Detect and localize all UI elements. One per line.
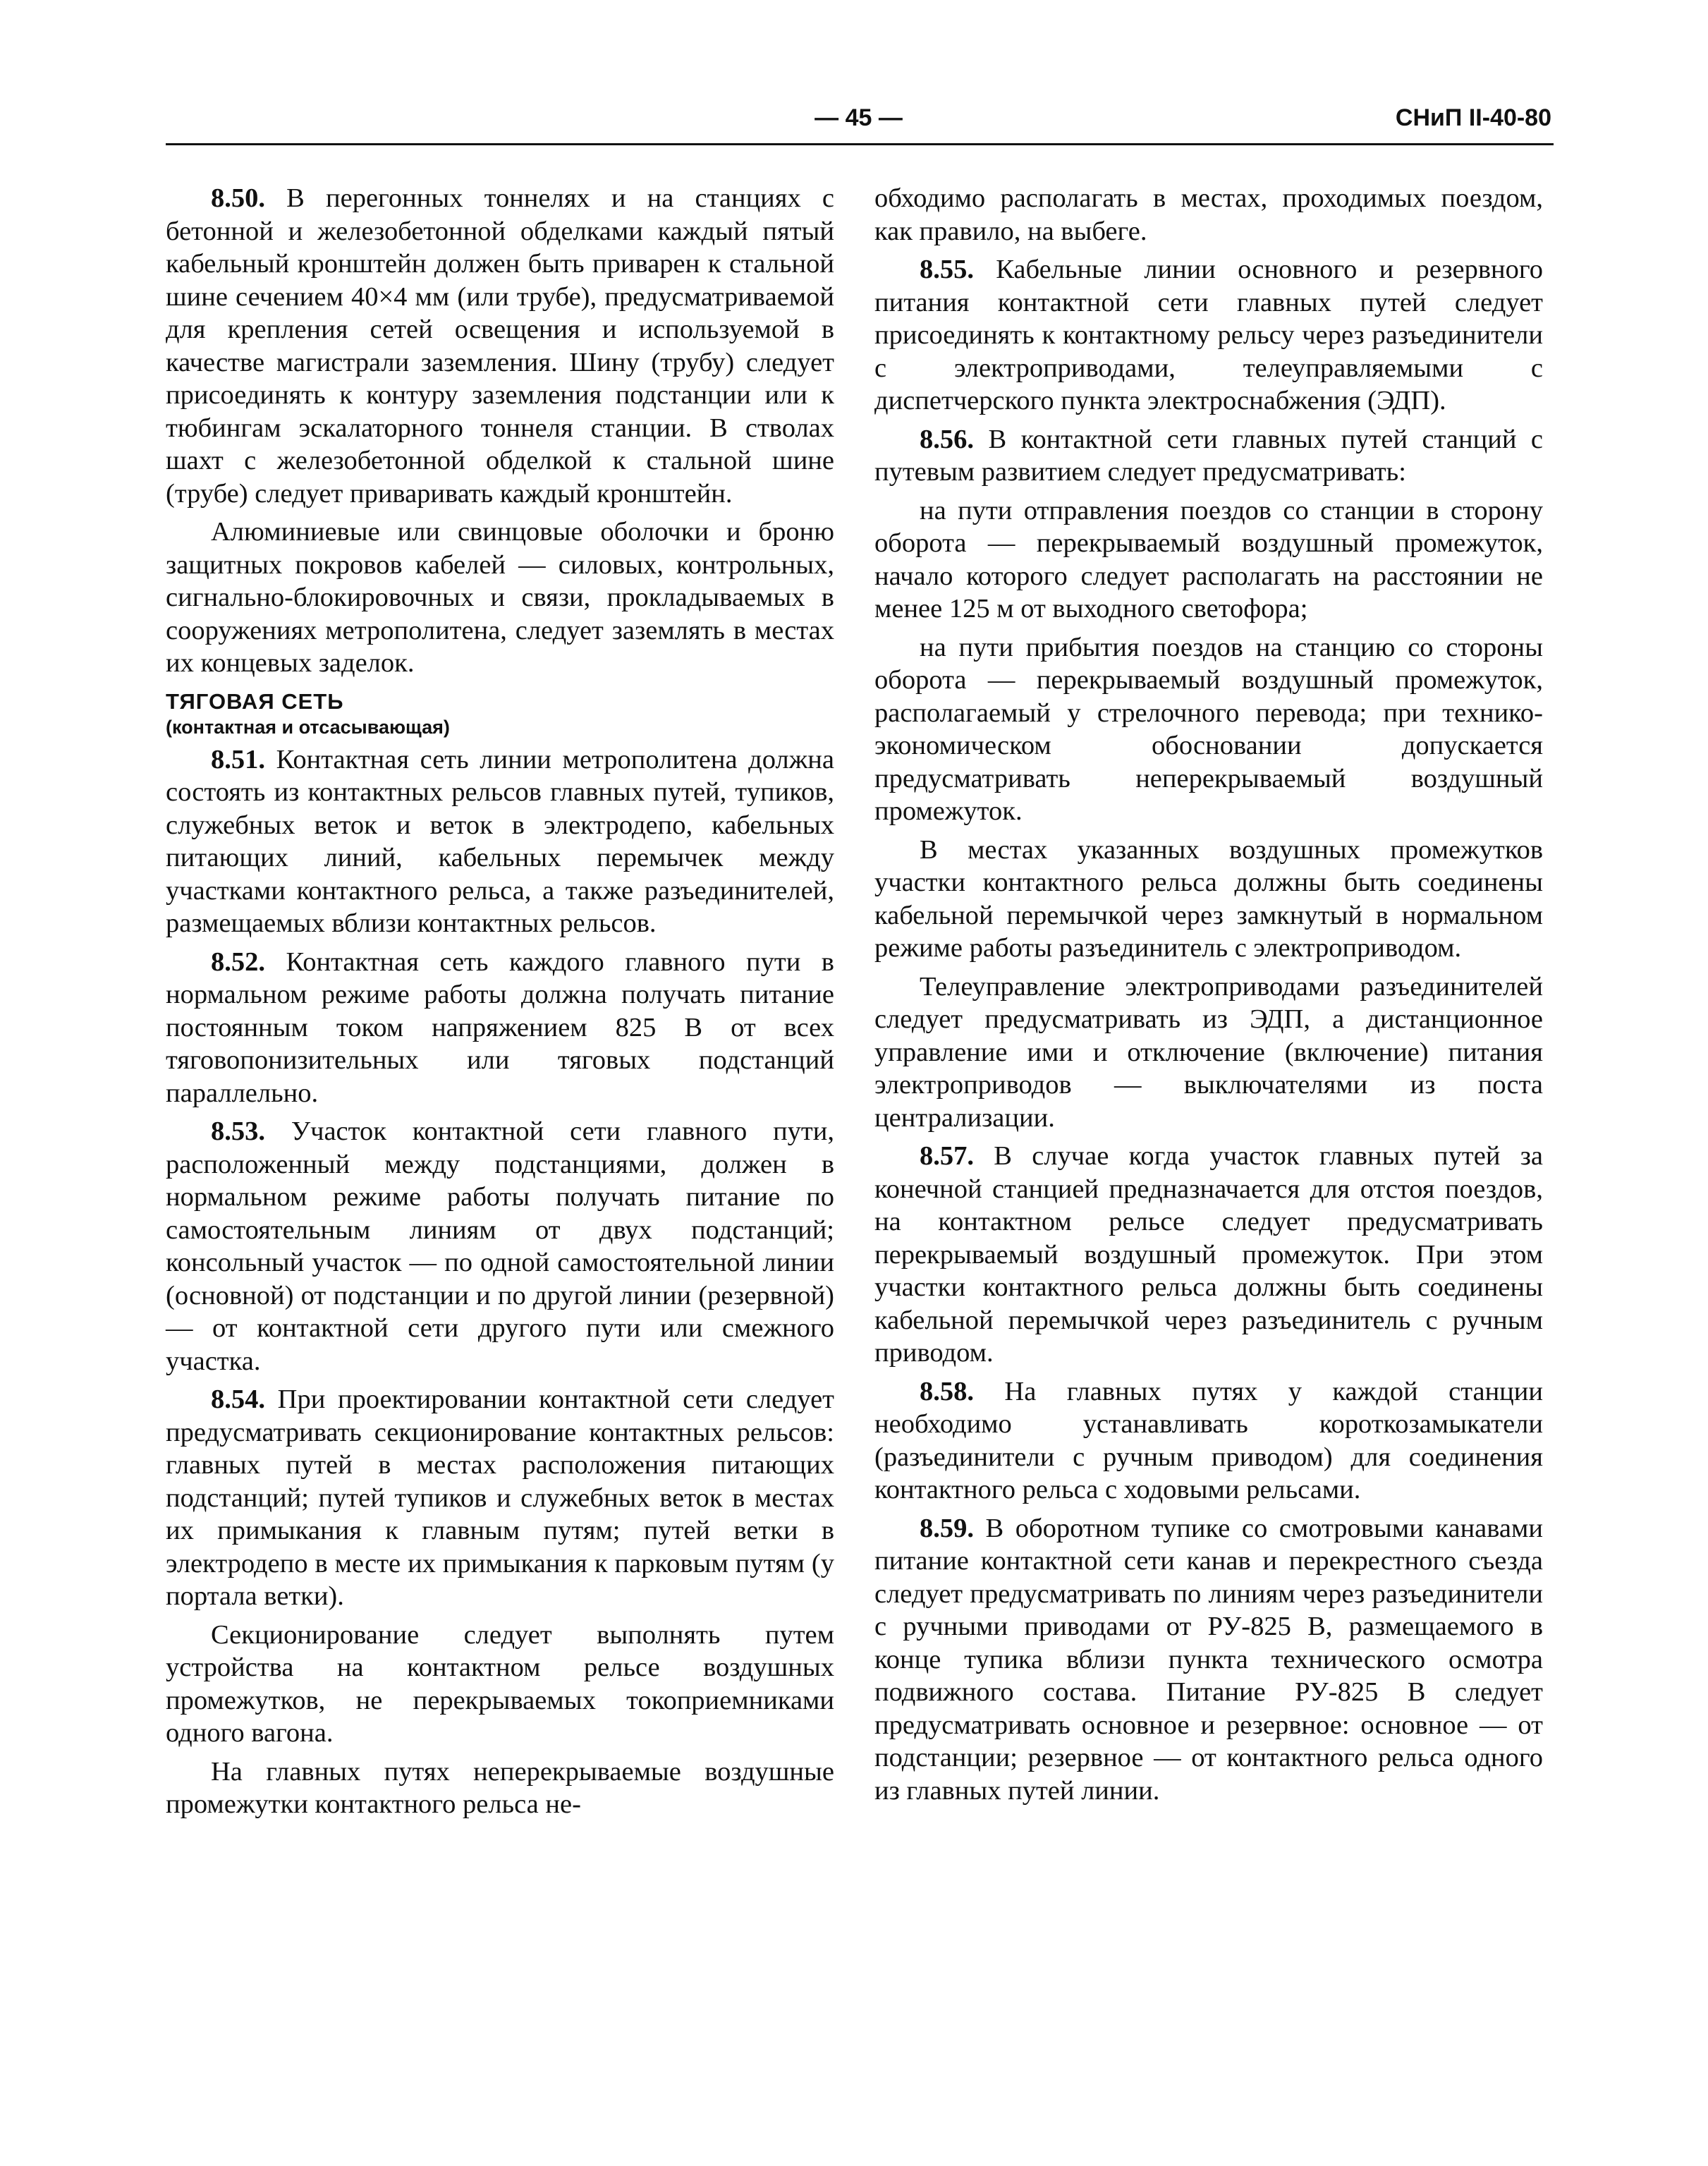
paragraph-8-59: [874, 1512, 1543, 1808]
paragraph-8-51: [166, 743, 834, 940]
paragraph-8-54: [166, 1383, 834, 1613]
paragraph-aluminum-sheaths: Алюминиевые или свинцовые оболочки и броню защитных покровов кабелей — силовых, контрольных, сигнально-блокировочных и связи, прокладываемых в сооружениях метрополитена, следует заземлять в местах их концевых заделок.: [166, 517, 834, 678]
clause-text: В контактной сети главных путей станций с путевым развитием следует предусматривать:: [874, 424, 1543, 487]
paragraph-continuation: обходимо располагать в местах, проходимых поездом, как правило, на выбеге.: [874, 183, 1543, 246]
right-column: [874, 182, 1543, 1813]
clause-text: На главных путях у каждой станции необходимо устанавливать короткозамыкатели (разъединители с ручным приводом) для соединения контактного рельса с ходовыми рельсами.: [874, 1376, 1543, 1504]
clause-number: 8.57.: [920, 1141, 974, 1171]
clause-text: Контактная сеть каждого главного пути в нормальном режиме работы должна получать питание постоянным током напряжением 825 В от всех тяговопонизительных или тяговых подстанций параллельно.: [166, 947, 834, 1108]
clause-text: При проектировании контактной сети следует предусматривать секционирование контактных рельсов: главных путей в местах расположения питающих подстанций; путей тупиков и служебных веток в местах их примыкания к главным путям; путей ветки в электродепо в месте их примыкания к парковым путям (у портала ветки).: [166, 1385, 834, 1611]
paragraph-sectioning: Секционирование следует выполнять путем устройства на контактном рельсе воздушных промежутков, не перекрываемых токоприемниками одного вагона.: [166, 1619, 834, 1748]
paragraph-telecontrol: Телеуправление электроприводами разъединителей следует предусматривать из ЭДП, а дистанционное управление ими и отключение (включение) питания электроприводов — выключателями из поста централизации.: [874, 971, 1543, 1133]
paragraph-8-56: [874, 423, 1543, 489]
clause-number: 8.50.: [211, 183, 265, 213]
paragraph-8-55: [874, 253, 1543, 418]
clause-text: Контактная сеть линии метрополитена должна состоять из контактных рельсов главных путей, тупиков, служебных веток и веток в электродепо, кабельных питающих линий, кабельных перемычек между участками контактного рельса, а также разъединителей, размещаемых вблизи контактных рельсов.: [166, 744, 834, 938]
paragraph-departure-track: на пути отправления поездов со станции в сторону оборота — перекрываемый воздушный промежуток, начало которого следует располагать на расстоянии не менее 125 м от выходного светофора;: [874, 495, 1543, 623]
paragraph-8-53: [166, 1115, 834, 1377]
clause-text: Кабельные линии основного и резервного питания контактной сети главных путей следует присоединять к контактному рельсу через разъединители с электроприводами, телеуправляемыми с диспетчерского пункта электроснабжения (ЭДП).: [874, 255, 1543, 415]
clause-number: 8.58.: [920, 1376, 974, 1406]
paragraph-air-gap-places: В местах указанных воздушных промежутков участки контактного рельса должны быть соединены кабельной перемычкой через замкнутый в нормальном режиме работы разъединитель с электроприводом.: [874, 834, 1543, 963]
clause-number: 8.55.: [920, 255, 974, 284]
paragraph-8-52: [166, 946, 834, 1110]
page-header: [166, 104, 1551, 147]
clause-number: 8.54.: [211, 1385, 265, 1414]
section-subtitle: (контактная и отсасывающая): [166, 716, 450, 738]
section-title: ТЯГОВАЯ СЕТЬ: [166, 688, 344, 714]
paragraph-arrival-track: на пути прибытия поездов на станцию со стороны оборота — перекрываемый воздушный промежуток, располагаемый у стрелочного перевода; при технико-экономическом обосновании допускается предусматривать неперекрываемый воздушный промежуток.: [874, 632, 1543, 826]
paragraph-8-58: [874, 1375, 1543, 1507]
clause-text: В перегонных тоннелях и на станциях с бетонной и железобетонной обделками каждый пятый кабельный кронштейн должен быть приварен к стальной шине сечением 40×4 мм (или трубе), предусматриваемой для крепления сетей освещения и используемой в качестве магистрали заземления. Шину (трубу) следует присоединять к контуру заземления подстанции или к тюбингам эскалаторного тоннеля станции. В стволах шахт с железобетонной обделкой к стальной шине (трубе) следует приваривать каждый кронштейн.: [166, 183, 834, 509]
page-number: — 45 —: [815, 104, 903, 131]
document-code: СНиП II-40-80: [1395, 104, 1551, 131]
clause-number: 8.52.: [211, 947, 265, 977]
header-rule: [166, 143, 1554, 145]
clause-number: 8.59.: [920, 1513, 974, 1543]
clause-number: 8.56.: [920, 424, 974, 454]
clause-text: В случае когда участок главных путей за конечной станцией предназначается для отстоя поездов, на контактном рельсе следует предусматривать перекрываемый воздушный промежуток. При этом участки контактного рельса должны быть соединены кабельной перемычкой через разъединитель с ручным приводом.: [874, 1141, 1543, 1368]
paragraph-main-paths: На главных путях неперекрываемые воздушные промежутки контактного рельса не-: [166, 1756, 834, 1819]
clause-text: Участок контактной сети главного пути, расположенный между подстанциями, должен в нормальном режиме работы получать питание по самостоятельным линиям от двух подстанций; консольный участок — по одной самостоятельной линии (основной) от подстанции и по другой линии (резервной) — от контактной сети другого пути или смежного участка.: [166, 1117, 834, 1376]
clause-number: 8.51.: [211, 744, 265, 774]
clause-text: В оборотном тупике со смотровыми канавами питание контактной сети канав и перекрестного съезда следует предусматривать по линиям через разъединители с ручными приводами от РУ-825 В, размещаемого в конце тупика вблизи пункта технического осмотра подвижного состава. Питание РУ-825 В следует предусматривать основное и резервное: основное — от подстанции; резервное — от контактного рельса одного из главных путей линии.: [874, 1513, 1543, 1806]
paragraph-8-57: [874, 1140, 1543, 1370]
left-column: [166, 182, 834, 1827]
paragraph-8-50: [166, 182, 834, 510]
clause-number: 8.53.: [211, 1117, 265, 1146]
